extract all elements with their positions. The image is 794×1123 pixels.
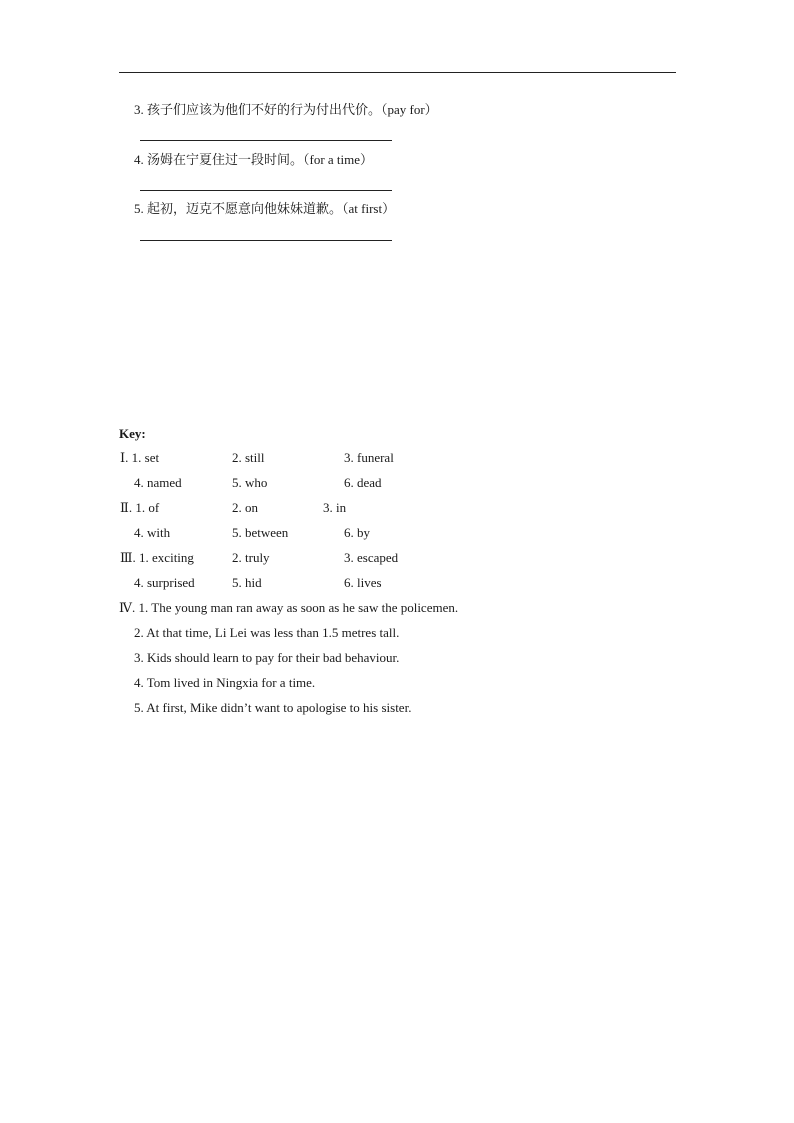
key-cell: Ⅲ. 1. exciting [120,550,194,565]
key-sentence: Ⅳ. 1. The young man ran away as soon as he saw the policemen. [119,600,459,615]
key-sentence: 3. Kids should learn to pay for their bad behaviour. [134,650,400,665]
key-cell: 4. with [134,525,171,540]
key-sentence: 5. At first, Mike didn’t want to apologise to his sister. [134,700,412,715]
exercise-item-3: 3. 孩子们应该为他们不好的行为付出代价。（pay for） [134,102,438,117]
key-cell: 4. named [134,475,182,490]
key-cell: 5. who [232,475,268,490]
key-cell: 2. truly [232,550,270,565]
exercise-item-4: 4. 汤姆在宁夏住过一段时间。（for a time） [134,152,374,167]
key-title: Key: [119,426,146,441]
key-cell: 6. lives [344,575,382,590]
key-cell: Ⅰ. 1. set [120,450,160,465]
key-cell: 2. still [232,450,265,465]
answer-line-5 [140,240,392,241]
key-row [0,548,794,568]
key-cell: 4. surprised [134,575,195,590]
key-row [0,498,794,518]
key-cell: 6. by [344,525,370,540]
key-row [0,473,794,493]
key-cell: 5. between [232,525,289,540]
key-cell: Ⅱ. 1. of [120,500,160,515]
key-cell: 6. dead [344,475,382,490]
key-sentence: 4. Tom lived in Ningxia for a time. [134,675,316,690]
key-cell: 3. escaped [344,550,399,565]
header-rule [119,72,676,73]
key-cell: 5. hid [232,575,262,590]
key-sentence: 2. At that time, Li Lei was less than 1.5 metres tall. [134,625,400,640]
exercise-item-5: 5. 起初，迈克不愿意向他妹妹道歉。（at first） [134,201,396,216]
key-cell: 3. funeral [344,450,394,465]
key-row [0,448,794,468]
key-cell: 2. on [232,500,258,515]
answer-line-3 [140,140,392,141]
key-row [0,573,794,593]
key-cell: 3. in [323,500,347,515]
answer-line-4 [140,190,392,191]
key-row [0,523,794,543]
